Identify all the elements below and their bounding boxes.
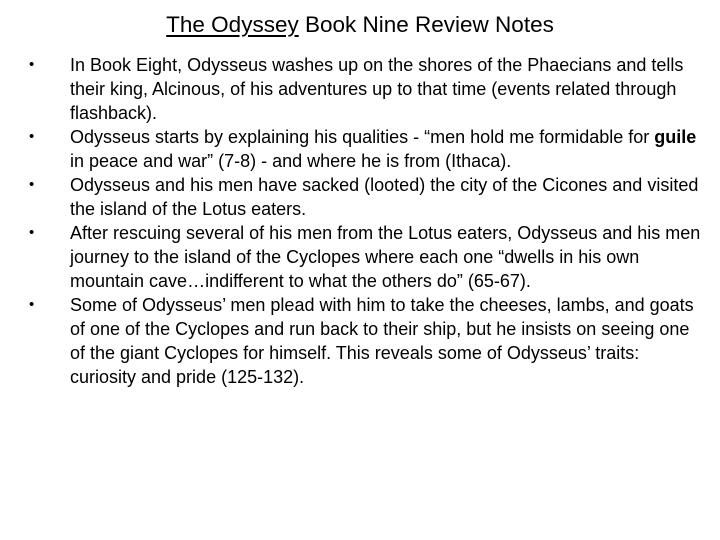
slide-title (0, 10, 720, 40)
bullet-text-part: Odysseus starts by explaining his qualities - “men hold me formidable for (70, 127, 655, 147)
bullet-marker: • (29, 176, 35, 193)
bullet-item (25, 173, 705, 221)
bullet-item (25, 293, 705, 389)
bullet-text: After rescuing several of his men from the Lotus eaters, Odysseus and his men journey to the island of the Cyclopes where each one “dwells in his own mountain cave…indifferent to what the others do” (65-67). (70, 223, 701, 291)
bullet-marker: • (29, 56, 35, 73)
notes-bullet-list (25, 53, 705, 389)
title-rest: Book Nine Review Notes (298, 12, 554, 37)
title-book-name: The Odyssey (166, 12, 299, 37)
bullet-bold-term: guile (654, 127, 697, 147)
bullet-item (25, 221, 705, 293)
bullet-text-part: in peace and war” (7-8) - and where he is from (Ithaca). (70, 151, 512, 171)
bullet-text: In Book Eight, Odysseus washes up on the shores of the Phaecians and tells their king, Alcinous, of his adventures up to that time (events related through flashback). (70, 55, 684, 123)
bullet-text: Some of Odysseus’ men plead with him to take the cheeses, lambs, and goats of one of the Cyclopes and run back to their ship, but he insists on seeing one of the giant Cyclopes for himself. This reveals some of Odysseus’ traits: curiosity and pride (125-132). (70, 295, 694, 387)
bullet-marker: • (29, 296, 35, 313)
bullet-text: Odysseus and his men have sacked (looted) the city of the Cicones and visited the island of the Lotus eaters. (70, 175, 699, 219)
bullet-item (25, 125, 705, 173)
bullet-item (25, 53, 705, 125)
bullet-marker: • (29, 224, 35, 241)
bullet-marker: • (29, 128, 35, 145)
